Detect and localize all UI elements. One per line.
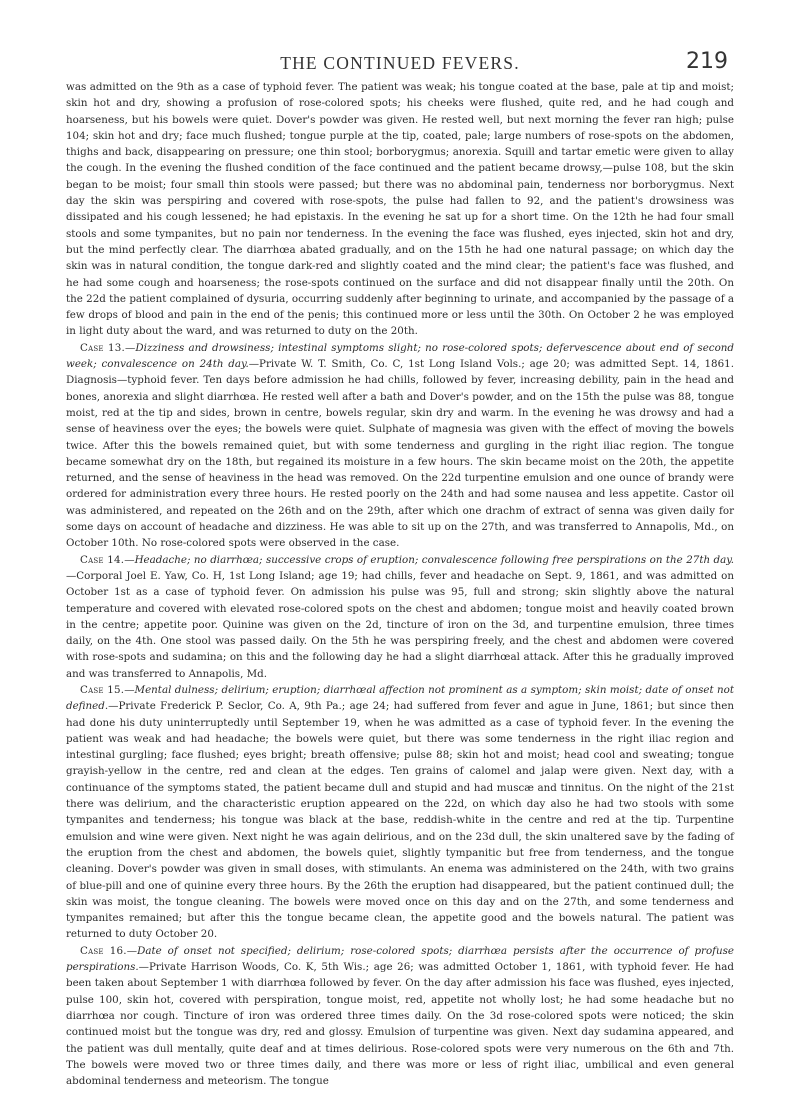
case-summary: —Date of onset not specified; delirium; rose-colored spots; diarrhœa persists after the occurrence of profuse perspirations. xyxy=(66,944,734,974)
case-summary: —Headache; no diarrhœa; successive crops of eruption; convalescence following free perspirations on the 27th day. xyxy=(124,553,734,566)
case-paragraph-15 xyxy=(66,682,734,943)
case-summary: —Mental dulness; delirium; eruption; diarrhœal affection not prominent as a symptom; skin moist; date of onset not defined. xyxy=(66,683,734,713)
case-paragraph-16 xyxy=(66,943,734,1090)
case-label: Case 15. xyxy=(80,683,125,696)
case-text: —Corporal Joel E. Yaw, Co. H, 1st Long Island; age 19; had chills, fever and headache on Sept. 9, 1861, and was admitted on October 1st as a case of typhoid fever. On admission his pulse was 95, full and strong; skin slightly above the natural temperature and covered with elevated rose-colored spots on the chest and abdomen; tongue moist and heavily coated brown in the centre; appetite poor. Quinine was given on the 2d, tincture of iron on the 3d, and turpentine emulsion, three times daily, on the 4th. One stool was passed daily. On the 5th he was perspiring freely, and the chest and abdomen were covered with rose-spots and sudamina; on this and the following day he had a slight diarrhœal attack. After this he gradually improved and was transferred to Annapolis, Md. xyxy=(66,569,734,680)
intro-paragraph: was admitted on the 9th as a case of typhoid fever. The patient was weak; his tongue coated at the base, pale at tip and moist; skin hot and dry, showing a profusion of rose-colored spots; his cheeks were flushed, quite red, and he had cough and hoarseness, but his bowels were quiet. Dover's powder was given. He rested well, but next morning the fever ran high; pulse 104; skin hot and dry; face much flushed; tongue purple at the tip, coated, pale; large numbers of rose-spots on the abdomen, thighs and back, disappearing on pressure; one thin stool; borborygmus; anorexia. Squill and tartar emetic were given to allay the cough. In the evening the flushed condition of the face continued and the patient became drowsy,—pulse 108, but the skin began to be moist; four small thin stools were passed; but there was no abdominal pain, tenderness nor borborygmus. Next day the skin was perspiring and covered with rose-spots, the pulse had fallen to 92, and the patient's drowsiness was dissipated and his cough lessened; he had epistaxis. In the evening he sat up for a short time. On the 12th he had four small stools and some tympanites, but no pain nor tenderness. In the evening the face was flushed, eyes injected, skin hot and dry, but the mind perfectly clear. The diarrhœa abated gradually, and on the 15th he had one natural passage; on which day the skin was in natural condition, the tongue dark-red and slightly coated and the mind clear; the patient's face was flushed, and he had some cough and hoarseness; the rose-spots continued on the surface and did not disappear finally until the 20th. On the 22d the patient complained of dysuria, occurring suddenly after beginning to urinate, and accompanied by the passage of a few drops of blood and pain in the end of the penis; this continued more or less until the 30th. On October 2 he was employed in light duty about the ward, and was returned to duty on the 20th. xyxy=(66,81,734,338)
page-number: 219 xyxy=(686,49,728,74)
case-paragraph-13 xyxy=(66,340,734,552)
case-label: Case 16. xyxy=(80,944,127,957)
case-label: Case 14. xyxy=(80,553,125,566)
case-text: —Private Harrison Woods, Co. K, 5th Wis.; age 26; was admitted October 1, 1861, with typhoid fever. He had been taken about September 1 with diarrhœa followed by fever. On the day after admission his face was flushed, eyes injected, pulse 100, skin hot, covered with perspiration, tongue moist, red, appetite not wholly lost; he had some headache but no diarrhœa nor cough. Tincture of iron was ordered three times daily. On the 3d rose-colored spots were noticed; the skin continued moist but the tongue was dry, red and glossy. Emulsion of turpentine was given. Next day sudamina appeared, and the patient was dull mentally, quite deaf and at times delirious. Rose-colored spots were very numerous on the 6th and 7th. The bowels were moved two or three times daily, and there was more or less of right iliac, umbilical and even general abdominal tenderness and meteorism. The tongue xyxy=(66,961,734,1088)
body-text xyxy=(66,79,734,1089)
case-text: —Private W. T. Smith, Co. C, 1st Long Island Vols.; age 20; was admitted Sept. 14, 1861. Diagnosis—typhoid fever. Ten days before admission he had chills, followed by fever, increasing debility, pain in the head and bones, anorexia and slight diarrhœa. He rested well after a bath and Dover's powder, and on the 15th the pulse was 88, tongue moist, red at the tip and sides, brown in centre, bowels regular, skin dry and warm. In the evening he was drowsy and had a sense of heaviness over the eyes; the bowels were quiet. Sulphate of magnesia was given with the effect of moving the bowels twice. After this the bowels remained quiet, but with some tenderness and gurgling in the right iliac region. The tongue became somewhat dry on the 18th, but regained its moisture in a few hours. The skin became moist on the 20th, the appetite returned, and the sense of heaviness in the head was removed. On the 22d turpentine emulsion and one ounce of brandy were ordered for administration every three hours. He rested poorly on the 24th and had some nausea and less appetite. Castor oil was administered, and repeated on the 26th and on the 29th, after which one drachm of extract of senna was given daily for some days on account of headache and dizziness. He was able to sit up on the 27th, and was transferred to Annapolis, Md., on October 10th. No rose-colored spots were observed in the case. xyxy=(66,358,734,550)
case-summary: —Dizziness and drowsiness; intestinal symptoms slight; no rose-colored spots; defervescence about end of second week; convalescence on 24th day. xyxy=(66,341,734,371)
case-text: —Private Frederick P. Seclor, Co. A, 9th Pa.; age 24; had suffered from fever and ague in June, 1861; but since then had done his duty uninterruptedly until September 19, when he was admitted as a case of typhoid fever. In the evening the patient was weak and had headache; the bowels were quiet, but there was some tenderness in the right iliac region and intestinal gurgling; face flushed; eyes bright; breath offensive; pulse 88; skin hot and moist; head cool and sweating; tongue grayish-yellow in the centre, red and clean at the edges. Ten grains of calomel and jalap were given. Next day, with a continuance of the symptoms stated, the patient became dull and stupid and had muscæ and tinnitus. On the night of the 21st there was delirium, and the characteristic eruption appeared on the 22d, on which day also he had two stools with some tympanites and tenderness; his tongue was black at the base, reddish-white in the centre and red at the tip. Turpentine emulsion and wine were given. Next night he was again delirious, and on the 23d dull, the skin unaltered save by the fading of the eruption from the chest and abdomen, the bowels quiet, slightly tympanitic but free from tenderness, and the tongue cleaning. Dover's powder was given in small doses, with stimulants. An enema was administered on the 24th, with two grains of blue-pill and one of quinine every three hours. By the 26th the eruption had disappeared, but the patient continued dull; the skin was moist, the tongue cleaning. The bowels were moved once on this day and on the 27th, and some tenderness and tympanites remained; but after this the tongue became clean, the appetite good and the bowels natural. The patient was returned to duty October 20. xyxy=(66,700,734,941)
case-label: Case 13. xyxy=(80,341,126,354)
running-title: THE CONTINUED FEVERS. xyxy=(280,53,520,73)
case-paragraph-14 xyxy=(66,552,734,682)
